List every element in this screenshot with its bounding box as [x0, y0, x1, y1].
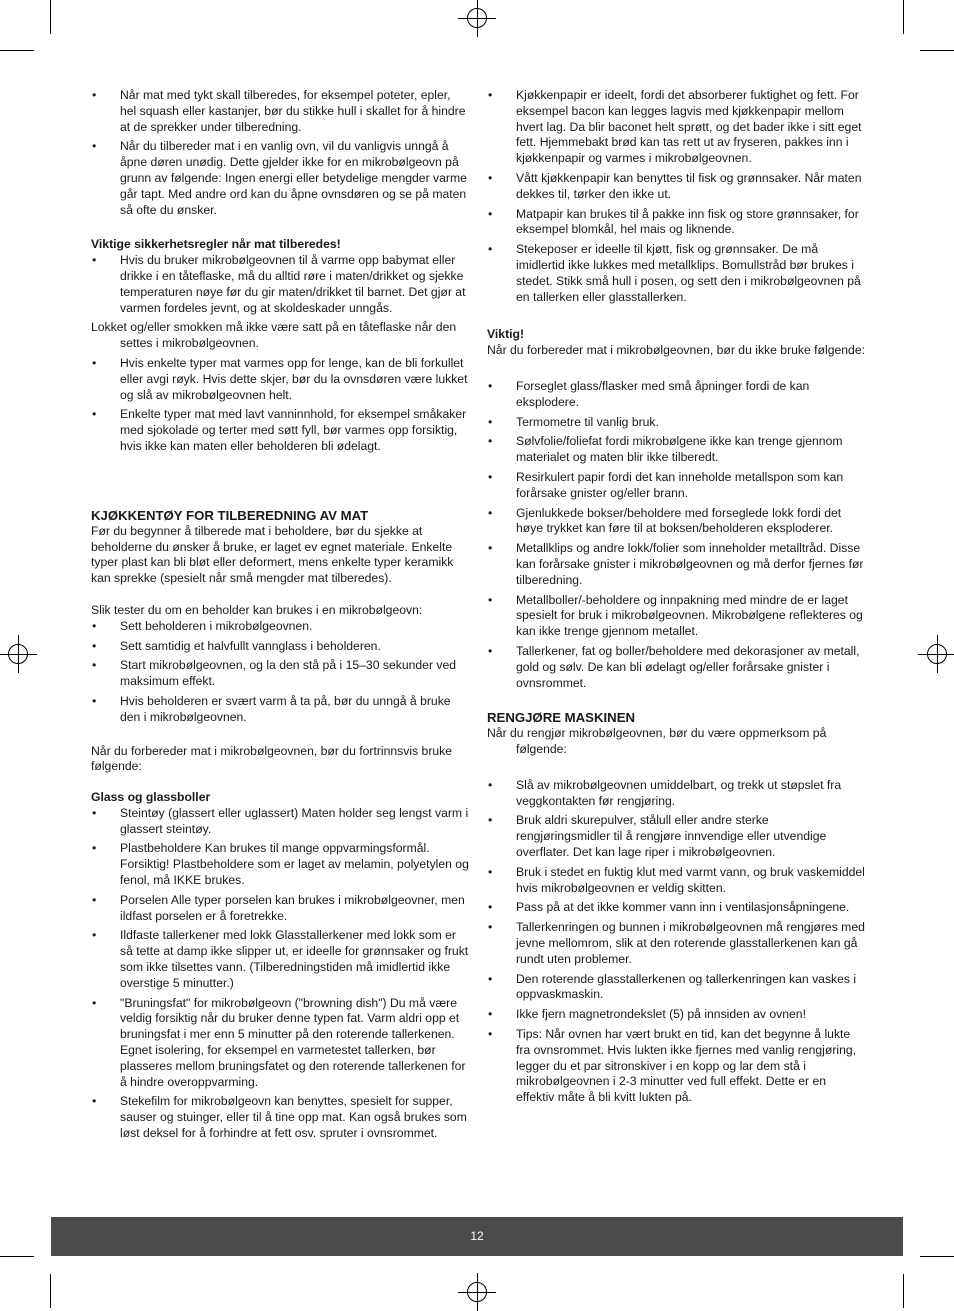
list-item: • Sett samtidig et halvfullt vannglass i beholderen. [91, 639, 469, 655]
list-item: • Steintøy (glassert eller uglassert) Maten holder seg lengst varm i glassert steintøy. [91, 806, 469, 838]
cleaning-intro: Når du rengjør mikrobølgeovnen, bør du være oppmerksom på følgende: [487, 726, 827, 757]
list-item: • Tips: Når ovnen har vært brukt en tid, kan det begynne å lukte fra ovnsrommet. Hvis lukten ikke fjernes med vanlig rengjøring, legger du et par sitronskiver i en kopp og lar dem stå i mikrobølgeovnen i 2-3 minutter ved full effekt. Dette er en effektiv måte å bli kvitt lukten på. [487, 1027, 865, 1106]
list-item: • Ildfaste tallerkener med lokk Glasstallerkener med lokk som er så tette at damp ikke slipper ut, er ideelle for grønnsaker og frukt som ikke tilsettes vann. (Tilberedningstiden må imidlertid ikke overstige 5 minutter.) [91, 928, 469, 991]
list-item: • Bruk aldri skurepulver, stålull eller andre sterke rengjøringsmidler til å rengjøre innvendige eller utvendige overflater. Det kan lage riper i mikrobølgeovnen. [487, 813, 865, 860]
list-item: • Forseglet glass/flasker med små åpninger fordi de kan eksplodere. [487, 379, 865, 411]
left-column [91, 88, 469, 1146]
crop-mark [903, 1274, 904, 1308]
list-item: • Sett beholderen i mikrobølgeovnen. [91, 619, 469, 635]
important-paragraph: Når du forbereder mat i mikrobølgeovnen, bør du ikke bruke følgende: [487, 343, 865, 358]
important-heading: Viktig! [487, 327, 525, 342]
list-item: • Sølvfolie/foliefat fordi mikrobølgene ikke kan trenge gjennom materialet og maten blir ikke tilberedt. [487, 434, 865, 466]
section-heading-cleaning: RENGJØRE MASKINEN [487, 710, 636, 726]
list-item: • Vått kjøkkenpapir kan benyttes til fisk og grønnsaker. Når maten dekkes til, tørker den ikke ut. [487, 171, 865, 203]
list-item: • "Bruningsfat" for mikrobølgeovn ("browning dish") Du må være veldig forsiktig når du bruker denne typen fat. Varm aldri opp et bruningsfat i mer enn 5 minutter på den roterende tallerkenen. Egnet isolering, for eksempel en varmetestet tallerken, bør plasseres mellom bruningsfatet og den roterende tallerkenen for å hindre overoppvarming. [91, 996, 469, 1091]
registration-mark [467, 8, 487, 28]
list-item: • Metallklips og andre lokk/folier som inneholder metalltråd. Disse kan forårsake gnister i mikrobølgeovnen og må derfor fjernes før tilberedning. [487, 541, 865, 588]
crop-mark [0, 1256, 34, 1257]
list-item: • Matpapir kan brukes til å pakke inn fisk og store grønnsaker, for eksempel blomkål, hel mais og liknende. [487, 207, 865, 239]
list-item: • Resirkulert papir fordi det kan inneholde metallspon som kan forårsake gnister og/eller brann. [487, 470, 865, 502]
list-item: • Pass på at det ikke kommer vann inn i ventilasjonsåpningene. [487, 900, 865, 916]
glass-heading: Glass og glassboller [91, 790, 211, 805]
page-number: 12 [470, 1228, 484, 1243]
list-item: • Stekeposer er ideelle til kjøtt, fisk og grønnsaker. De må imidlertid ikke lukkes med metallklips. Bomullstråd bør brukes i stedet. Stikk små hull i posen, og sett den i mikrobølgeovnen på en tallerken eller glasstallerken. [487, 242, 865, 305]
prefer-paragraph: Når du forbereder mat i mikrobølgeovnen, bør du fortrinnsvis bruke følgende: [91, 743, 453, 774]
utensils-paragraph: Før du begynner å tilberede mat i beholdere, bør du sjekke at beholderne du ønsker å bruke, er laget ev egnet materiale. Enkelte typer plast kan bli bløt eller deformert, mens enkelte typer keramikk kan sprekke (spesielt når små mengder mat tilberedes). [91, 523, 454, 586]
list-item: • Hvis du bruker mikrobølgeovnen til å varme opp babymat eller drikke i en tåteflaske, må du alltid røre i maten/drikket og sjekke temperaturen nøye før du gir maten/drikket til barnet. Det gjør at varmen fordeles jevnt, og at skoldeskader unngås. [91, 253, 469, 316]
list-item: • Metallboller/-beholdere og innpakning med mindre de er laget spesielt for bruk i mikrobølgeovnen. Mikrobølgene reflekteres og kan ikke trenge gjennom metallet. [487, 593, 865, 640]
crop-mark [920, 50, 954, 51]
list-item: • Hvis beholderen er svært varm å ta på, bør du unngå å bruke den i mikrobølgeovnen. [91, 694, 469, 726]
list-item: • Porselen Alle typer porselen kan brukes i mikrobølgeovner, men ildfast porselen er å foretrekke. [91, 893, 469, 925]
registration-mark [467, 1282, 487, 1302]
list-item: • Bruk i stedet en fuktig klut med varmt vann, og bruk vaskemiddel hvis mikrobølgeovnen er veldig skitten. [487, 865, 865, 897]
safety-note: Lokket og/eller smokken må ikke være satt på en tåteflaske når den settes i mikrobølgeovnen. [91, 320, 457, 351]
list-item: • Start mikrobølgeovnen, og la den stå på i 15–30 sekunder ved maksimum effekt. [91, 658, 469, 690]
registration-mark [8, 644, 28, 664]
crop-mark [903, 0, 904, 34]
list-item: • Tallerkenringen og bunnen i mikrobølgeovnen må rengjøres med jevne mellomrom, slik at den roterende glasstallerkenen kan gå rundt uten problemer. [487, 920, 865, 967]
list-item: • Kjøkkenpapir er ideelt, fordi det absorberer fuktighet og fett. For eksempel bacon kan legges lagvis med kjøkkenpapir mellom hvert lag. Da blir baconet helt sprøtt, og det bader ikke i sitt eget fett. Hjemmebakt brød kan tas rett ut av fryseren, pakkes inn i kjøkkenpapir og varmes i mikrobølgeovnen. [487, 88, 865, 167]
right-column [487, 88, 865, 1110]
list-item: • Stekefilm for mikrobølgeovn kan benyttes, spesielt for supper, sauser og stuinger, eller til å tine opp mat. Kan også brukes som løst deksel for å forhindre at fett osv. spruter i ovnsrommet. [91, 1094, 469, 1141]
list-item: • Slå av mikrobølgeovnen umiddelbart, og trekk ut støpslet fra veggkontakten før rengjøring. [487, 778, 865, 810]
test-intro: Slik tester du om en beholder kan brukes i en mikrobølgeovn: [91, 602, 423, 617]
page-footer [51, 1217, 903, 1256]
crop-mark [50, 0, 51, 34]
registration-mark [927, 644, 947, 664]
list-item: • Plastbeholdere Kan brukes til mange oppvarmingsformål. Forsiktig! Plastbeholdere som er laget av melamin, polyetylen og fenol, må IKKE brukes. [91, 841, 469, 888]
list-item: • Gjenlukkede bokser/beholdere med forseglede lokk fordi det høye trykket kan føre til at boksen/beholderen eksploderer. [487, 506, 865, 538]
crop-mark [50, 1274, 51, 1308]
list-item: • Tallerkener, fat og boller/beholdere med dekorasjoner av metall, gold og sølv. De kan bli ødelagt og/eller forårsake gnister i ovnsrommet. [487, 644, 865, 691]
safety-heading: Viktige sikkerhetsregler når mat tilberedes! [91, 237, 341, 252]
list-item: • Den roterende glasstallerkenen og tallerkenringen kan vaskes i oppvaskmaskin. [487, 972, 865, 1004]
list-item: • Når mat med tykt skall tilberedes, for eksempel poteter, epler, hel squash eller kastanjer, bør du stikke hull i skallet for å hindre at de sprekker under tilberedning. [91, 88, 469, 135]
section-heading-utensils: KJØKKENTØY FOR TILBEREDNING AV MAT [91, 507, 369, 523]
list-item: • Termometre til vanlig bruk. [487, 415, 865, 431]
list-item: • Hvis enkelte typer mat varmes opp for lenge, kan de bli forkullet eller avgi røyk. Hvis dette skjer, bør du la ovnsdøren være lukket og slå av mikrobølgeovnen helt. [91, 356, 469, 403]
list-item: • Ikke fjern magnetrondekslet (5) på innsiden av ovnen! [487, 1007, 865, 1023]
crop-mark [0, 50, 34, 51]
list-item: • Enkelte typer mat med lavt vanninnhold, for eksempel småkaker med sjokolade og terter med søtt fyll, bør varmes opp forsiktig, hvis ikke kan maten eller beholderen bli ødelagt. [91, 407, 469, 454]
list-item: • Når du tilbereder mat i en vanlig ovn, vil du vanligvis unngå å åpne døren unødig. Dette gjelder ikke for en mikrobølgeovn på grunn av følgende: Ingen energi eller betydelige mengder varme går tapt. Med andre ord kan du åpne ovnsdøren og se på maten så ofte du ønsker. [91, 139, 469, 218]
crop-mark [920, 1256, 954, 1257]
